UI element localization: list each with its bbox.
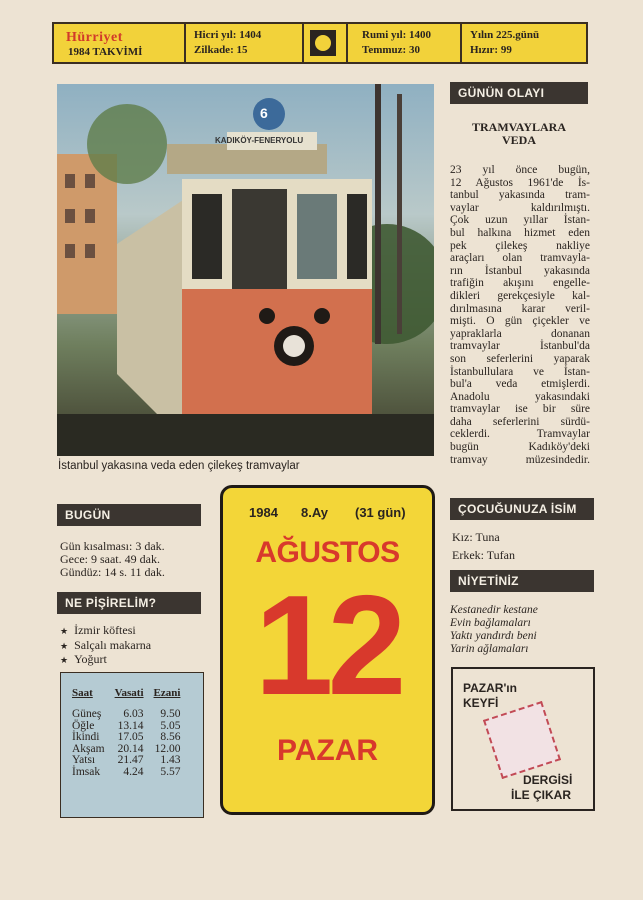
poem-line: Kestanedir kestane <box>450 604 538 616</box>
event-article-line: trafiğin akışını engelle- <box>450 277 590 290</box>
girl-name: Kız: Tuna <box>452 530 500 544</box>
section-title-event: GÜNÜN OLAYI <box>450 82 588 104</box>
prayer-cell: Yatsı <box>72 754 96 766</box>
calendar-year: 1984 <box>249 505 278 520</box>
ad-line: KEYFİ <box>463 696 499 710</box>
event-article-line: İstanbullulara ve İstan- <box>450 365 590 378</box>
prayer-cell: İkindi <box>72 731 100 743</box>
rumi-year: Rumi yıl: 1400 <box>362 29 432 41</box>
calendar-weekday: PAZAR <box>276 734 379 767</box>
boy-name: Erkek: Tufan <box>452 548 515 562</box>
section-title-poem: NİYETİNİZ <box>450 570 594 592</box>
calendar-label: 1984 TAKVİMİ <box>68 46 143 58</box>
prayer-times-box <box>60 672 204 818</box>
event-article-line: ceklerdi. Tramvaylar <box>450 428 590 441</box>
menu-item: ★ Yoğurt <box>60 653 151 668</box>
prayer-cell: 5.05 <box>160 719 181 732</box>
menu-item: ★ İzmir köftesi <box>60 624 151 639</box>
poem-text <box>450 604 538 656</box>
hijri-month: Zilkade: 15 <box>194 44 248 56</box>
prayer-cell: 12.00 <box>154 742 181 755</box>
calendar-header-bar <box>52 22 588 64</box>
ad-line: İLE ÇIKAR <box>511 788 571 802</box>
prayer-cell: Akşam <box>72 742 105 755</box>
event-title-line: VEDA <box>501 133 536 147</box>
prayer-cell: 1.43 <box>160 754 181 766</box>
event-article-line: Çok uzun yıllar İstan- <box>450 214 590 227</box>
event-article-line: 12 Ağustos 1961'de İs- <box>450 176 590 189</box>
event-article-line: vaylar kaldırılmıştı. <box>450 201 590 214</box>
prayer-column-header: Saat <box>72 687 93 699</box>
hijri-year: Hicri yıl: 1404 <box>194 29 262 41</box>
menu-item: ★ Salçalı makarna <box>60 639 151 654</box>
pazar-keyfi-ad <box>451 667 595 811</box>
event-article <box>450 164 590 466</box>
prayer-cell: 5.57 <box>160 765 181 778</box>
prayer-row <box>67 767 185 779</box>
event-article-line: bugün Kadıköy'deki <box>450 441 590 454</box>
day-of-year: Yılın 225.günü <box>470 29 540 41</box>
prayer-cell: 4.24 <box>123 765 144 778</box>
calendar-month-name: AĞUSTOS <box>255 536 400 569</box>
section-title-cook: NE PİŞİRELİM? <box>57 592 201 614</box>
event-article-line: mişti. O gün çiçekler ve <box>450 315 590 328</box>
prayer-cell: 21.47 <box>117 754 144 766</box>
prayer-row <box>67 732 185 744</box>
moon-phase-icon <box>310 30 336 56</box>
event-article-line: bul'a veda etmişlerdi. <box>450 378 590 391</box>
event-article-line: tramvaylar İstanbul'da <box>450 340 590 353</box>
rumi-month: Temmuz: 30 <box>362 44 420 56</box>
poem-line: Yarin ağlamaları <box>450 643 529 655</box>
event-article-line: araçları olan tramvayla- <box>450 252 590 265</box>
calendar-day-number: 12 <box>254 566 401 725</box>
header-divider <box>302 24 304 62</box>
event-article-line: dikleri gerekçesiyle kal- <box>450 289 590 302</box>
event-title <box>450 121 588 147</box>
section-title-names: ÇOCUĞUNUZA İSİM <box>450 498 594 520</box>
event-article-line: son seferlerini yaparak <box>450 352 590 365</box>
event-article-line: Anadolu yakasındaki <box>450 390 590 403</box>
ad-line: DERGİSİ <box>523 773 573 787</box>
tram-photo <box>57 84 434 456</box>
prayer-column-header: Ezani <box>153 687 181 699</box>
today-info-line: Gece: 9 saat. 49 dak. <box>60 552 160 566</box>
event-article-line: tanbul yakasında tram- <box>450 189 590 202</box>
header-divider <box>184 24 186 62</box>
prayer-cell: Güneş <box>72 708 102 720</box>
prayer-cell: 13.14 <box>117 719 144 732</box>
event-article-line: tramvaylar ise bir süre <box>450 403 590 416</box>
section-title-today: BUGÜN <box>57 504 201 526</box>
calendar-days-in-month: (31 gün) <box>355 505 406 520</box>
menu-list <box>60 624 151 668</box>
ad-line: PAZAR'ın <box>463 681 517 695</box>
tram-route-number: 6 <box>260 105 268 121</box>
event-article-line: bul halkına hizmet eden <box>450 226 590 239</box>
photo-caption: İstanbul yakasına veda eden çilekeş tramvaylar <box>58 460 300 472</box>
prayer-cell: 20.14 <box>117 742 144 755</box>
event-article-line: pek çilekeş nakliye <box>450 239 590 252</box>
newspaper-logo: Hürriyet <box>66 30 123 45</box>
event-article-line: dırılmasına karar veril- <box>450 302 590 315</box>
prayer-times-table <box>67 687 185 778</box>
daily-calendar-card <box>220 485 435 815</box>
today-info <box>60 540 165 579</box>
today-info-line: Gündüz: 14 s. 11 dak. <box>60 565 165 579</box>
hizir-day: Hızır: 99 <box>470 44 512 56</box>
prayer-cell: 9.50 <box>160 708 181 720</box>
prayer-cell: 8.56 <box>160 731 181 743</box>
prayer-cell: İmsak <box>72 765 101 778</box>
prayer-cell: Öğle <box>72 719 95 732</box>
event-article-line: yapraklarla donanan <box>450 327 590 340</box>
header-divider <box>346 24 348 62</box>
event-article-line: tramvay müzesindedir. <box>450 453 590 466</box>
event-article-line: rın İstanbul yakasında <box>450 264 590 277</box>
tram-route-sign: KADIKÖY-FENERYOLU <box>215 136 304 145</box>
today-info-line: Gün kısalması: 3 dak. <box>60 539 165 553</box>
calendar-month-number: 8.Ay <box>301 505 328 520</box>
prayer-column-header: Vasati <box>114 687 144 699</box>
event-article-line: daha seferlerini sürdü- <box>450 415 590 428</box>
event-title-line: TRAMVAYLARA <box>471 120 566 134</box>
poem-line: Evin bağlamaları <box>450 617 531 629</box>
poem-line: Yaktı yandırdı beni <box>450 630 537 642</box>
prayer-row <box>67 709 185 721</box>
prayer-row <box>67 755 185 767</box>
header-divider <box>460 24 462 62</box>
event-article-line: 23 yıl önce bugün, <box>450 164 590 176</box>
prayer-cell: 6.03 <box>123 708 144 720</box>
prayer-cell: 17.05 <box>117 731 144 743</box>
magazine-logo-icon <box>483 701 561 779</box>
